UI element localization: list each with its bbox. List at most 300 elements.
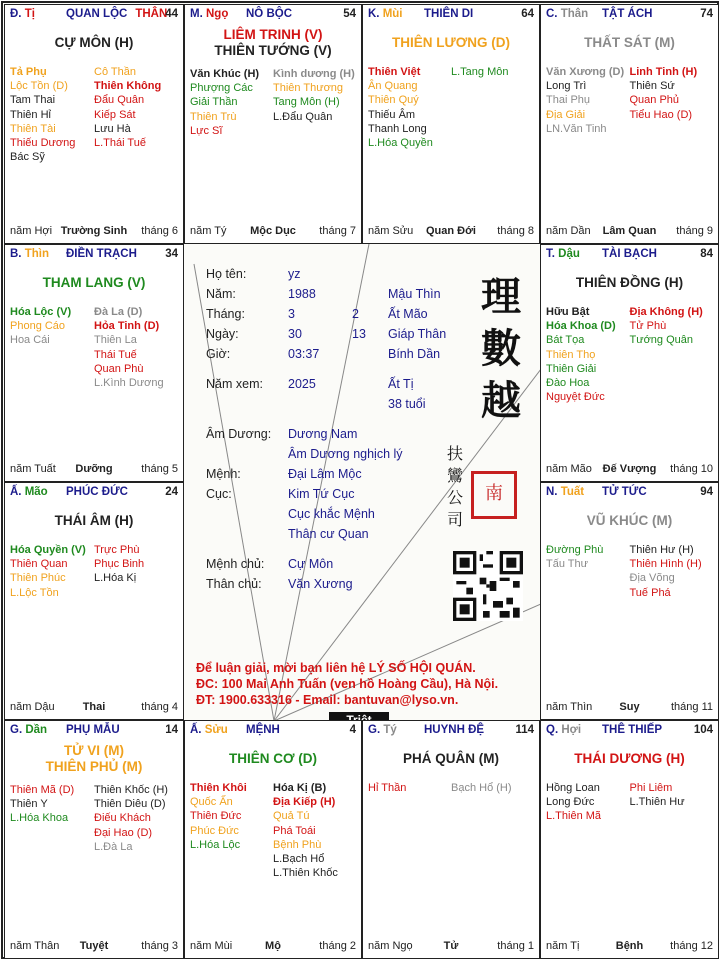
minor-star: Tả Phụ [10, 66, 47, 78]
palace-name: TẬT ÁCH [602, 8, 653, 20]
palace-name: THIÊN DI [424, 8, 474, 20]
stars-right [94, 783, 175, 854]
palace-header [546, 486, 713, 502]
minor-star: L.Hóa Lộc [190, 838, 241, 851]
contact-line-2: ĐC: 100 Mai Anh Tuấn (ven hồ Hoàng Cầu), Hà Nội. [196, 677, 499, 691]
menhchu-value: Cự Môn [288, 557, 334, 571]
palace-month: tháng 9 [676, 225, 713, 237]
palace-age: 64 [521, 8, 534, 20]
year-can: Mậu Thìn [388, 287, 441, 301]
cuc-label: Cục: [206, 487, 232, 501]
age-value: 38 tuổi [388, 397, 426, 411]
minor-star: Thiếu Âm [368, 108, 416, 121]
palace-month: tháng 2 [319, 940, 356, 952]
minor-star: Tử Phù [629, 320, 667, 333]
main-star: THIÊN TƯỚNG (V) [214, 43, 332, 58]
palace-stem-branch: Ấ. Mão [10, 486, 48, 498]
minor-star: Bát Tọa [546, 334, 585, 347]
palace-header [368, 724, 534, 740]
minor-star: L.Thiên Hư [629, 796, 685, 809]
minor-star: Đà La (D) [94, 306, 143, 318]
minor-star: L.Kình Dương [94, 377, 164, 390]
than-marker: THÂN [135, 8, 168, 20]
cuc-note-2: Thân cư Quan [288, 527, 369, 541]
month-lunar: 2 [352, 307, 359, 321]
palace-cell-mui[interactable] [362, 4, 540, 244]
life-stage: Bệnh [615, 940, 644, 952]
minor-star: LN.Văn Tinh [546, 122, 607, 135]
minor-star: Tuế Phá [629, 586, 671, 599]
stars-left [546, 543, 626, 571]
stars-right [630, 305, 710, 348]
stars-left [546, 65, 626, 136]
minor-star: Đẩu Quân [94, 94, 145, 107]
main-star: THIÊN ĐỒNG (H) [575, 275, 684, 290]
minor-star: Bạch Hổ (H) [451, 782, 512, 794]
palace-name: MỆNH [246, 724, 280, 736]
contact-line-3: ĐT: 1900.633316 - Email: bantuvan@lyso.vn. [196, 693, 459, 707]
name-value: yz [288, 267, 301, 281]
minor-star: Ân Quang [368, 80, 418, 93]
palace-header [190, 724, 356, 740]
palace-year: năm Tý [190, 225, 227, 237]
minor-star: Thiên Giải [546, 362, 597, 375]
main-stars [363, 35, 539, 51]
palace-stem-branch: C. Thân [546, 8, 589, 20]
minor-star: Hóa Lộc (V) [10, 306, 72, 318]
thanchu-label: Thân chủ: [206, 577, 262, 591]
minor-star: L.Tang Môn [451, 66, 509, 78]
minor-star: Quốc Ấn [190, 796, 233, 809]
stars-left [190, 781, 270, 852]
stars-right [630, 543, 710, 600]
palace-year: năm Hợi [10, 225, 53, 237]
palace-header [546, 8, 713, 24]
minor-star: Lộc Tồn (D) [10, 80, 68, 93]
palace-cell-tuat[interactable] [540, 482, 719, 720]
stars-right [94, 543, 175, 586]
palace-header [546, 724, 713, 740]
palace-year: năm Ngọ [368, 940, 413, 952]
palace-header [10, 486, 178, 502]
palace-name: HUYNH ĐỆ [424, 724, 485, 736]
stars-left [546, 305, 626, 404]
stars-left [546, 781, 626, 824]
palace-cell-ngo[interactable] [184, 4, 362, 244]
minor-star: Thiên Trù [190, 110, 237, 123]
calligraphy-logo: 理 數 越 [481, 273, 521, 424]
palace-cell-dau[interactable] [540, 244, 719, 482]
main-stars [185, 751, 361, 767]
stars-right [451, 65, 531, 79]
minor-star: Thiên Thương [273, 82, 344, 95]
palace-stem-branch: B. Thìn [10, 248, 49, 260]
month-value: 3 [288, 307, 295, 321]
palace-name: NÔ BỘC [246, 8, 292, 20]
stars-left [368, 781, 448, 795]
palace-year: năm Thân [10, 940, 60, 952]
palace-stem-branch: T. Dậu [546, 248, 580, 260]
minor-star: Bệnh Phù [273, 838, 322, 851]
minor-star: Hồng Loan [546, 782, 600, 794]
life-stage: Lâm Quan [602, 225, 657, 237]
palace-stem-branch: G. Dần [10, 724, 48, 736]
main-star: VŨ KHÚC (M) [586, 513, 673, 528]
life-stage: Quan Đới [426, 225, 476, 237]
minor-star: Long Đức [546, 796, 595, 809]
stars-right [630, 65, 710, 122]
thanchu-value: Văn Xương [288, 577, 353, 591]
palace-cell-ty[interactable] [362, 720, 540, 959]
life-stage: Mộc Dục [250, 225, 296, 237]
minor-star: Thiên Hỉ [10, 108, 51, 121]
life-stage: Đế Vượng [602, 463, 657, 475]
qr-code-icon[interactable] [453, 551, 523, 621]
minor-star: Địa Kiếp (H) [273, 796, 336, 809]
month-can: Ất Mão [388, 307, 428, 321]
main-stars [541, 275, 718, 291]
minor-star: Lưu Hà [94, 122, 131, 135]
main-star: THIÊN CƠ (D) [228, 751, 317, 766]
minor-star: Bác Sỹ [10, 151, 45, 164]
palace-footer [10, 940, 178, 954]
main-stars [5, 513, 183, 529]
palace-cell-than[interactable] [540, 4, 719, 244]
stars-left [10, 783, 91, 826]
stars-right [94, 305, 175, 390]
palace-stem-branch: Q. Hợi [546, 724, 582, 736]
stars-left [10, 305, 91, 348]
minor-star: Thiên Y [10, 798, 48, 811]
palace-name: TỬ TỨC [602, 486, 647, 498]
palace-footer [10, 225, 178, 239]
stars-left [10, 65, 91, 164]
palace-age: 14 [165, 724, 178, 736]
palace-header [546, 248, 713, 264]
day-value: 30 [288, 327, 302, 341]
minor-star: Tam Thai [10, 94, 56, 107]
minor-star: Hoa Cái [10, 334, 50, 347]
main-star: THIÊN PHỦ (M) [45, 759, 143, 774]
palace-cell-suu[interactable] [184, 720, 362, 959]
minor-star: Phúc Đức [190, 824, 239, 837]
day-label: Ngày: [206, 327, 239, 341]
minor-star: Tướng Quân [629, 334, 693, 347]
minor-star: Thiên Phúc [10, 572, 66, 585]
palace-footer [368, 225, 534, 239]
minor-star: Tấu Thư [546, 558, 589, 571]
palace-year: năm Dậu [10, 701, 55, 713]
cuc-value: Kim Tứ Cục [288, 487, 355, 501]
stars-right [630, 781, 710, 809]
minor-star: Phong Cáo [10, 320, 66, 333]
minor-star: Địa Giải [546, 108, 586, 121]
palace-year: năm Thìn [546, 701, 593, 713]
minor-star: Thiên Đức [190, 810, 242, 823]
minor-star: Kình dương (H) [273, 68, 355, 80]
logo-subtext: 扶 鸞 公 司 [447, 444, 464, 529]
minor-star: Thiên Không [94, 80, 162, 93]
hour-label: Giờ: [206, 347, 231, 361]
minor-star: L.Đà La [94, 840, 133, 853]
minor-star: Thiên Việt [368, 66, 421, 78]
minor-star: Thái Tuế [94, 348, 137, 361]
palace-age: 34 [165, 248, 178, 260]
life-stage: Tuyệt [79, 940, 109, 952]
minor-star: Thai Phụ [546, 94, 591, 107]
minor-star: Thiên Quý [368, 94, 419, 107]
stars-left [190, 67, 270, 138]
stars-right [94, 65, 175, 150]
main-star: THẤT SÁT (M) [584, 35, 675, 50]
palace-name: QUAN LỘC THÂN [66, 8, 168, 20]
minor-star: Kiếp Sát [94, 108, 136, 121]
palace-age: 4 [349, 724, 356, 736]
year-label: Năm: [206, 287, 236, 301]
palace-footer [546, 701, 713, 715]
palace-month: tháng 4 [141, 701, 178, 713]
menh-value: Đại Lâm Mộc [288, 467, 362, 481]
minor-star: L.Hóa Quyền [368, 137, 433, 150]
minor-star: Thiên Khốc (H) [94, 784, 168, 796]
minor-star: Thiên La [94, 334, 137, 347]
contact-line-1: Để luận giải, mời bạn liên hệ LÝ SỐ HỘI QUÁN. [196, 661, 476, 675]
minor-star: Thanh Long [368, 122, 427, 135]
minor-star: Linh Tinh (H) [629, 66, 698, 78]
palace-stem-branch: N. Tuất [546, 486, 585, 498]
minor-star: Long Trì [546, 80, 587, 93]
palace-year: năm Mão [546, 463, 592, 475]
palace-cell-hoi[interactable] [540, 720, 719, 959]
palace-header [10, 8, 178, 24]
hour-value: 03:37 [288, 347, 320, 361]
day-lunar: 13 [352, 327, 366, 341]
palace-cell-dan[interactable] [4, 720, 184, 959]
stars-right [451, 781, 531, 795]
minor-star: Hỏa Tinh (D) [94, 320, 160, 333]
palace-cell-thin[interactable] [4, 244, 184, 482]
main-star: THAM LANG (V) [42, 275, 146, 290]
main-star: TỬ VI (M) [64, 743, 124, 758]
minor-star: Tiểu Hao (D) [629, 108, 693, 121]
view-year-value: 2025 [288, 377, 316, 391]
palace-year: năm Tuất [10, 463, 56, 475]
palace-footer [546, 940, 713, 954]
minor-star: Thiên Quan [10, 558, 68, 571]
minor-star: Điếu Khách [94, 812, 151, 825]
main-star: THÁI ÂM (H) [54, 513, 134, 528]
amduong-note: Âm Dương nghịch lý [288, 447, 403, 461]
stars-right [273, 67, 353, 124]
minor-star: Phượng Các [190, 82, 253, 95]
palace-footer [10, 701, 178, 715]
minor-star: Hóa Khoa (D) [546, 320, 616, 333]
minor-star: L.Hóa Kị [94, 572, 137, 585]
minor-star: Đường Phù [546, 544, 604, 556]
amduong-row [206, 424, 526, 444]
minor-star: Quan Phủ [629, 94, 680, 107]
minor-star: Thiên Khôi [190, 782, 247, 794]
stars-left [10, 543, 91, 600]
life-stage: Suy [619, 701, 640, 713]
stars-left [368, 65, 448, 150]
palace-name: TÀI BẠCH [602, 248, 657, 260]
palace-month: tháng 5 [141, 463, 178, 475]
palace-month: tháng 8 [497, 225, 534, 237]
amduong-value: Dương Nam [288, 427, 358, 441]
palace-year: năm Mùi [190, 940, 233, 952]
year-value: 1988 [288, 287, 316, 301]
palace-month: tháng 12 [670, 940, 713, 952]
minor-star: L.Thiên Mã [546, 810, 602, 823]
palace-footer [190, 940, 356, 954]
minor-star: Phục Binh [94, 558, 145, 571]
palace-month: tháng 1 [497, 940, 534, 952]
minor-star: Thiếu Dương [10, 137, 76, 150]
palace-month: tháng 6 [141, 225, 178, 237]
life-stage: Dưỡng [75, 463, 113, 475]
palace-age: 84 [700, 248, 713, 260]
minor-star: Hóa Quyền (V) [10, 544, 86, 556]
view-year-label: Năm xem: [206, 377, 263, 391]
minor-star: Tang Môn (H) [273, 96, 340, 109]
palace-month: tháng 10 [670, 463, 713, 475]
palace-name: ĐIỀN TRẠCH [66, 248, 137, 260]
palace-stem-branch: Ấ. Sửu [190, 724, 228, 736]
amduong-label: Âm Dương: [206, 427, 272, 441]
main-star: THÁI DƯƠNG (H) [574, 751, 685, 766]
minor-star: Thiên Hư (H) [629, 544, 694, 556]
minor-star: L.Hóa Khoa [10, 812, 69, 825]
main-stars [185, 27, 361, 59]
palace-footer [10, 463, 178, 477]
palace-age: 44 [165, 8, 178, 20]
minor-star: L.Thái Tuế [94, 137, 146, 150]
minor-star: Địa Võng [629, 572, 675, 585]
minor-star: Thiên Hình (H) [629, 558, 702, 571]
palace-header [190, 8, 356, 24]
palace-age: 54 [343, 8, 356, 20]
minor-star: Hữu Bật [546, 306, 590, 318]
palace-header [10, 724, 178, 740]
minor-star: Giải Thần [190, 96, 238, 109]
palace-name: THÊ THIẾP [602, 724, 663, 736]
palace-age: 114 [515, 724, 534, 736]
menh-label: Mệnh: [206, 467, 241, 481]
minor-star: L.Bạch Hổ [273, 853, 325, 866]
palace-age: 94 [700, 486, 713, 498]
life-stage: Trường Sinh [60, 225, 128, 237]
palace-stem-branch: M. Ngọ [190, 8, 229, 20]
main-stars [5, 275, 183, 291]
minor-star: Phi Liêm [629, 782, 673, 794]
palace-name: PHÚC ĐỨC [66, 486, 128, 498]
minor-star: Văn Xương (D) [546, 66, 625, 78]
palace-month: tháng 11 [670, 701, 713, 713]
palace-age: 104 [693, 724, 713, 736]
palace-footer [546, 463, 713, 477]
minor-star: Lực Sĩ [190, 124, 223, 137]
main-stars [541, 35, 718, 51]
month-label: Tháng: [206, 307, 245, 321]
minor-star: Trực Phù [94, 544, 140, 556]
stars-right [273, 781, 353, 880]
minor-star: L.Đẩu Quân [273, 110, 333, 123]
palace-footer [368, 940, 534, 954]
minor-star: Thiên Thọ [546, 348, 596, 361]
palace-year: năm Tị [546, 940, 580, 952]
minor-star: L.Thiên Khốc [273, 867, 338, 880]
palace-year: năm Dần [546, 225, 591, 237]
minor-star: Địa Không (H) [629, 306, 703, 318]
main-stars [363, 751, 539, 767]
minor-star: Nguyệt Đức [546, 391, 605, 404]
cuc-note-1: Cục khắc Mệnh [288, 507, 375, 521]
name-label: Họ tên: [206, 267, 247, 281]
palace-month: tháng 3 [141, 940, 178, 952]
menhchu-label: Mệnh chủ: [206, 557, 265, 571]
palace-age: 24 [165, 486, 178, 498]
main-stars [541, 751, 718, 767]
minor-star: Thiên Tài [10, 122, 56, 135]
main-stars [541, 513, 718, 529]
palace-header [10, 248, 178, 264]
minor-star: Thiên Sứ [629, 80, 675, 93]
palace-month: tháng 7 [319, 225, 356, 237]
minor-star: Văn Khúc (H) [190, 68, 260, 80]
main-stars [5, 35, 183, 51]
contact-block [196, 660, 498, 708]
palace-year: năm Sửu [368, 225, 414, 237]
life-stage: Mộ [265, 940, 281, 952]
minor-star: Thiên Mã (D) [10, 784, 75, 796]
main-star: LIÊM TRINH (V) [223, 27, 323, 42]
palace-stem-branch: K. Mùi [368, 8, 403, 20]
palace-cell-mao[interactable] [4, 482, 184, 720]
palace-cell-ti[interactable] [4, 4, 184, 244]
minor-star: Hỉ Thần [368, 782, 407, 794]
minor-star: Hóa Kị (B) [273, 782, 327, 794]
palace-stem-branch: Đ. Tị [10, 8, 35, 20]
main-star: CỰ MÔN (H) [54, 35, 134, 50]
palace-stem-branch: G. Tý [368, 724, 397, 736]
main-star: THIÊN LƯƠNG (D) [392, 35, 510, 50]
main-star: PHÁ QUÂN (M) [403, 751, 499, 766]
red-seal-icon: 南 [471, 471, 517, 519]
minor-star: Đào Hoa [546, 377, 590, 390]
day-can: Giáp Thân [388, 327, 447, 341]
palace-header [368, 8, 534, 24]
minor-star: Cô Thần [94, 66, 136, 78]
palace-age: 74 [700, 8, 713, 20]
hour-can: Bính Dần [388, 347, 441, 361]
life-stage: Tử [443, 940, 459, 952]
horoscope-board [1, 1, 719, 959]
minor-star: Quan Phù [94, 362, 144, 375]
palace-footer [190, 225, 356, 239]
minor-star: Phá Toái [273, 824, 316, 837]
palace-name: PHỤ MẪU [66, 724, 120, 736]
main-stars [5, 743, 183, 775]
palace-footer [546, 225, 713, 239]
name-row [206, 264, 301, 284]
minor-star: Đại Hao (D) [94, 826, 153, 839]
minor-star: L.Lộc Tồn [10, 586, 59, 599]
minor-star: Thiên Diêu (D) [94, 798, 166, 811]
view-year-can: Ất Tị [388, 377, 414, 391]
life-stage: Thai [82, 701, 106, 713]
minor-star: Quả Tú [273, 810, 310, 823]
